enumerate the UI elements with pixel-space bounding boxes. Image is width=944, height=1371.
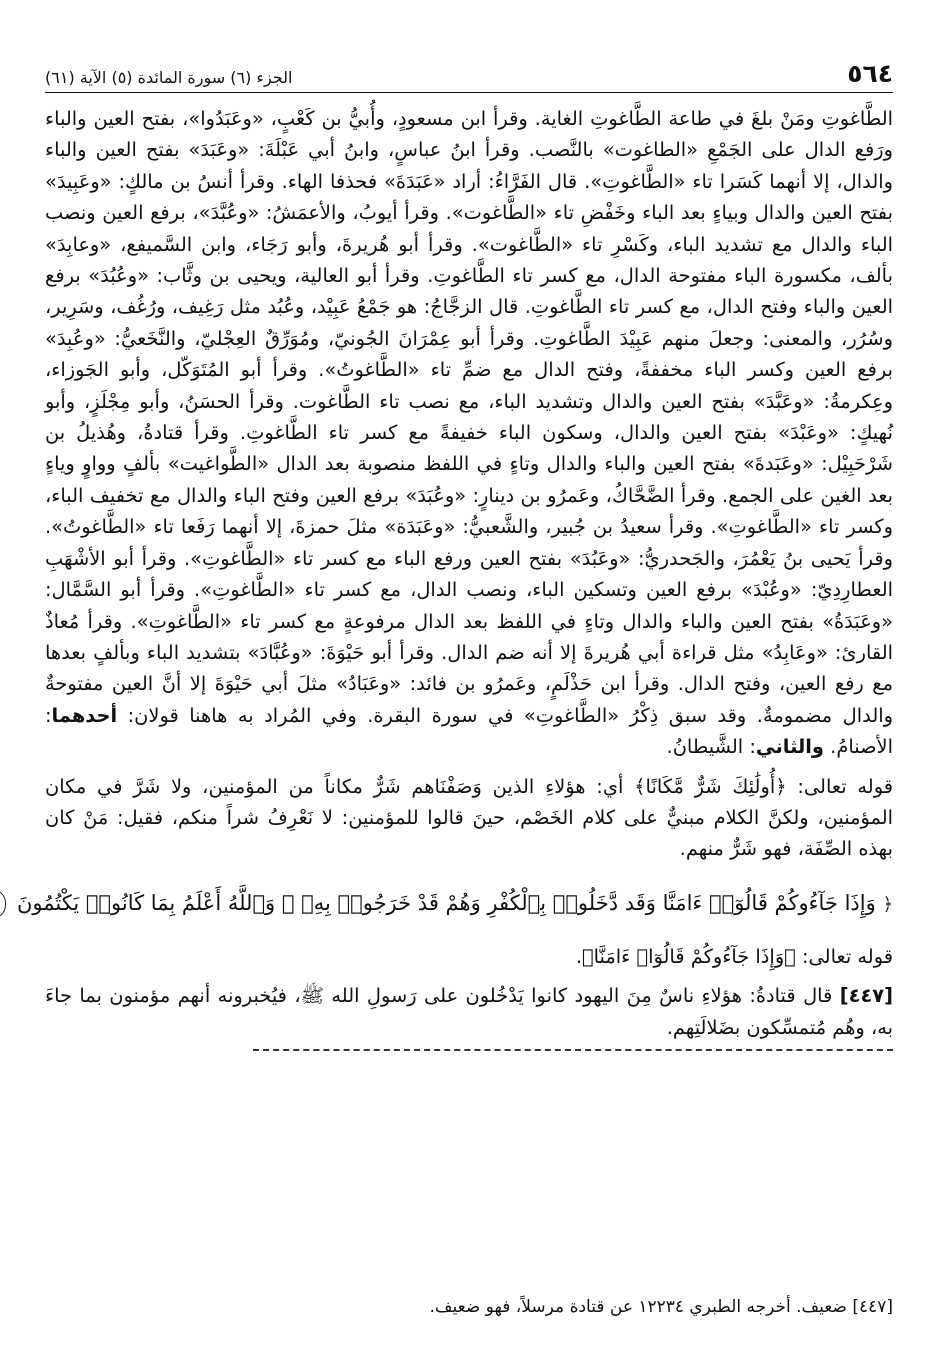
quran-verse xyxy=(17,887,894,921)
verse-open-ornament: ﴿ xyxy=(883,893,894,915)
explanation-paragraph: قوله تعالى: ﴿أُولَٰئِكَ شَرٌّ مَّكَانًا﴾ أي: هؤلاءِ الذين وَصَفْنَاهم شَرٌّ مكاناً من المؤمنين، ولا شَرَّ في مكان المؤمنين، ولكنَّ الكلام مبنيٌّ على كلام الخَصْم، حينَ قالوا للمؤمنين: لا نَعْرِفُ شراً منكم، فقيل: مَنْ كان بهذه الصِّفَة، فهو شَرٌّ منهم. xyxy=(46,774,894,861)
narration-paragraph xyxy=(46,980,894,1043)
second-opinion-text: : الشَّيطانُ. xyxy=(667,735,757,759)
commentary-text: الطَّاغوتِ ومَنْ بلغَ في طاعة الطَّاغوتِ الغاية. وقرأ ابن مسعودٍ، وأُبيُّ بن كَعْبٍ، «وعَبَدُوا»، بفتح العين والباء ورَفع الدال على الجَمْعِ «الطاغوت» بالنَّصب. وقرأ ابنُ عباسٍ، وابنُ أبي عَبْلَةَ: «وعَبَدَ» بفتح العين والباء والدال، إلا أنهما كَسَرا تاء «الطَّاغوتِ». قال الفَرَّاءُ: أراد «عَبَدَةَ» فحذفا الهاء. وقرأ أنسُ بن مالكٍ: «وعَبِيدَ» بفتح العين والدال وبياءٍ بعد الباء وخَفْضِ تاء «الطَّاغوت». وقرأ أيوبُ، والأعمَشُ: «وعُبَّدَ»، برفع العين ونصب الباء والدال مع تشديد الباء، وكَسْرِ تاء «الطَّاغوت». وقرأ أبو هُريرةَ، وأبو رَجَاء، وابن السَّميفع، «وعابِدَ» بألف، مكسورة الباء مفتوحة الدال، مع كسر تاء الطَّاغوتِ. وقرأ أبو العالية، ويحيى بن وثَّاب: «وعُبُدَ» برفع العين والباء وفتح الدال، مع كسر تاء الطَّاغوتِ. قال الزجَّاجُ: هو جَمْعُ عَبِيْد، وعُبُد مثل رَغِيف، ورُغُف، وسَرِير، وسُرُر، والمعنى: وجعلَ منهم عَبِيْدَ الطَّاغوتِ. وقرأ أبو عِمْرَانَ الجُونيّ، ومُوَرِّقٌ العِجْليّ، والنَّخَعيُّ: «وعُبِدَ» برفع العين وكسر الباء مخففةً، وفتح الدال مع ضمِّ تاء «الطَّاغوتُ». وقرأ أبو المُتَوَكّل، وأبو الجَوزاء، وعِكرمةُ: «وعَبَّدَ» بفتح العين والدال وتشديد الباء، مع نصب تاء الطَّاغوت. وقرأ الحسَنُ، وأبو مِجْلَزٍ، وأبو نُهيكٍ: «وعَبْدَ» بفتح العين والدال، وسكون الباء خفيفةً مع كسر تاء الطَّاغوتِ. وقرأ قتادةُ، وهُذيلُ بن شَرْحَبِيْل: «وعَبَدةَ» بفتح العين والباء والدال وتاءٍ في اللفظ منصوبة بعد الدال «الطَّواغيت» بألفٍ وواوٍ وياءٍ بعد الغين على الجمع. وقرأ الضَّحَّاكُ، وعَمرُو بن دينارٍ: «وعُبَدَ» برفع العين وفتح الباء والدال مع تخفيف الباء، وكسر تاء «الطَّاغوتِ». وقرأ سعيدُ بن جُبير، والشَّعبيُّ: «وعَبَدَة» مثلَ حمزةَ، إلا أنهما رَفَعا تاء «الطَّاغوتُ». وقرأ يَحيى بنُ يَعْمُرَ، والجَحدريُّ: «وعَبُدَ» بفتح العين ورفع الباء مع كسر تاء «الطَّاغوتِ». وقرأ أبو الأشْهَبِ العطارِدِيّ: «وعُبْدَ» برفع العين وتسكين الباء، ونصب الدال، مع كسر تاء «الطَّاغوتِ». وقرأ أبو السَّمَّال: «وعَبَدَةُ» بفتح العين والباء والدال وتاءٍ في اللفظ بعد الدال مرفوعةٍ مع كسر تاء «الطَّاغوتِ». وقرأ مُعاذٌ القارئ: «وعَابِدُ» مثل قراءة أبي هُريرةَ إلا أنه ضم الدال. وقرأ أبو حَيْوَةَ: «وعُبَّادَ» بتشديد الباء وبألفٍ بعدها مع رفع العين، وفتح الدال. وقرأ ابن حَذْلَمٍ، وعَمرُو بن فائد: «وعَبَادُ» مثلَ أبي حَيْوَةَ إلا أنَّ العين مفتوحةٌ والدال مضمومةٌ. وقد سبق ذِكْرُ «الطَّاغوتِ» في سورة البقرة. وفي المُراد به هاهنا قولان: xyxy=(46,107,894,727)
narration-text: قال قتادةُ: هؤلاءِ ناسٌ مِنَ اليهود كانوا يَدْخُلون على رَسولِ الله ﷺ، فيُخبرونه أنهم مؤمنون بما جاءَ به، وهُم مُتمسِّكون بضَلالَتِهم. xyxy=(46,984,894,1039)
running-head: الجزء (٦) سورة المائدة (٥) الآية (٦١) xyxy=(46,68,294,87)
second-opinion-label: والثاني xyxy=(756,735,825,759)
verse-number-badge xyxy=(0,889,7,919)
narration-number: [٤٤٧] xyxy=(840,984,894,1008)
footnote-separator xyxy=(254,1049,894,1051)
header-rule xyxy=(46,92,894,93)
page-number: ٥٦٤ xyxy=(848,59,894,88)
first-opinion-text: : الأصنامُ. xyxy=(46,703,894,759)
footnote: [٤٤٧] ضعيف. أخرجه الطبري ١٢٢٣٤ عن قتادة مرسلاً، فهو ضعيف. xyxy=(430,1297,894,1317)
verse-text: وَإِذَا جَآءُوكُمْ قَالُوٓا۟ ءَامَنَّا وَقَد دَّخَلُوا۟ بِٱلْكُفْرِ وَهُمْ قَدْ خَرَجُوا۟ بِهِۦ ۚ وَٱللَّهُ أَعْلَمُ بِمَا كَانُوا۟ يَكْتُمُونَ xyxy=(17,890,877,915)
first-opinion-label: أحدهما xyxy=(52,703,119,727)
page-header xyxy=(46,44,894,86)
verse-quote-paragraph: قوله تعالى: ﴿وَإِذَا جَآءُوكُمْ قَالُوٓا۟ ءَامَنَّا﴾. xyxy=(576,944,894,968)
commentary-paragraph xyxy=(46,103,894,763)
